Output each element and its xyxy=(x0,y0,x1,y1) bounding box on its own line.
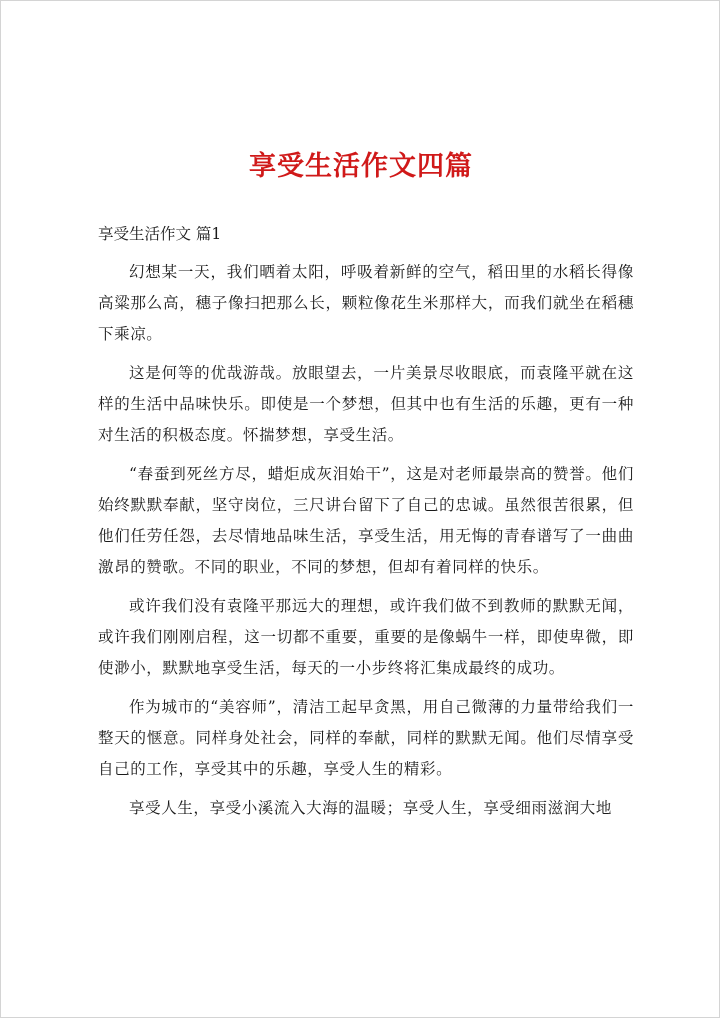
paragraph-3: “春蚕到死丝方尽，蜡炬成灰泪始干”，这是对老师最崇高的赞誉。他们始终默默奉献，坚守岗位，三尺讲台留下了自己的忠诚。虽然很苦很累，但他们任劳任怨，去尽情地品味生活，享受生活，用无悔的青春谱写了一曲曲激昂的赞歌。不同的职业，不同的梦想，但却有着同样的快乐。 xyxy=(98,465,634,576)
paragraph-1: 幻想某一天，我们晒着太阳，呼吸着新鲜的空气，稻田里的水稻长得像高粱那么高，穗子像扫把那么长，颗粒像花生米那样大，而我们就坐在稻穗下乘凉。 xyxy=(98,263,634,343)
paragraph-4: 或许我们没有袁隆平那远大的理想，或许我们做不到教师的默默无闻，或许我们刚刚启程，这一切都不重要，重要的是像蜗牛一样，即使卑微，即使渺小，默默地享受生活，每天的一小步终将汇集成最终的成功。 xyxy=(98,597,634,677)
document-title: 享受生活作文四篇 xyxy=(249,151,473,182)
paragraph-2: 这是何等的优哉游哉。放眼望去，一片美景尽收眼底，而袁隆平就在这样的生活中品味快乐。即使是一个梦想，但其中也有生活的乐趣，更有一种对生活的积极态度。怀揣梦想，享受生活。 xyxy=(98,364,634,444)
section-heading: 享受生活作文 篇1 xyxy=(98,225,222,243)
paragraph-6: 享受人生，享受小溪流入大海的温暖；享受人生，享受细雨滋润大地 xyxy=(129,799,613,817)
paragraph-5: 作为城市的“美容师”，清洁工起早贪黑，用自己微薄的力量带给我们一整天的惬意。同样身处社会，同样的奉献，同样的默默无闻。他们尽情享受自己的工作，享受其中的乐趣，享受人生的精彩。 xyxy=(98,698,634,778)
article-body xyxy=(98,257,634,832)
